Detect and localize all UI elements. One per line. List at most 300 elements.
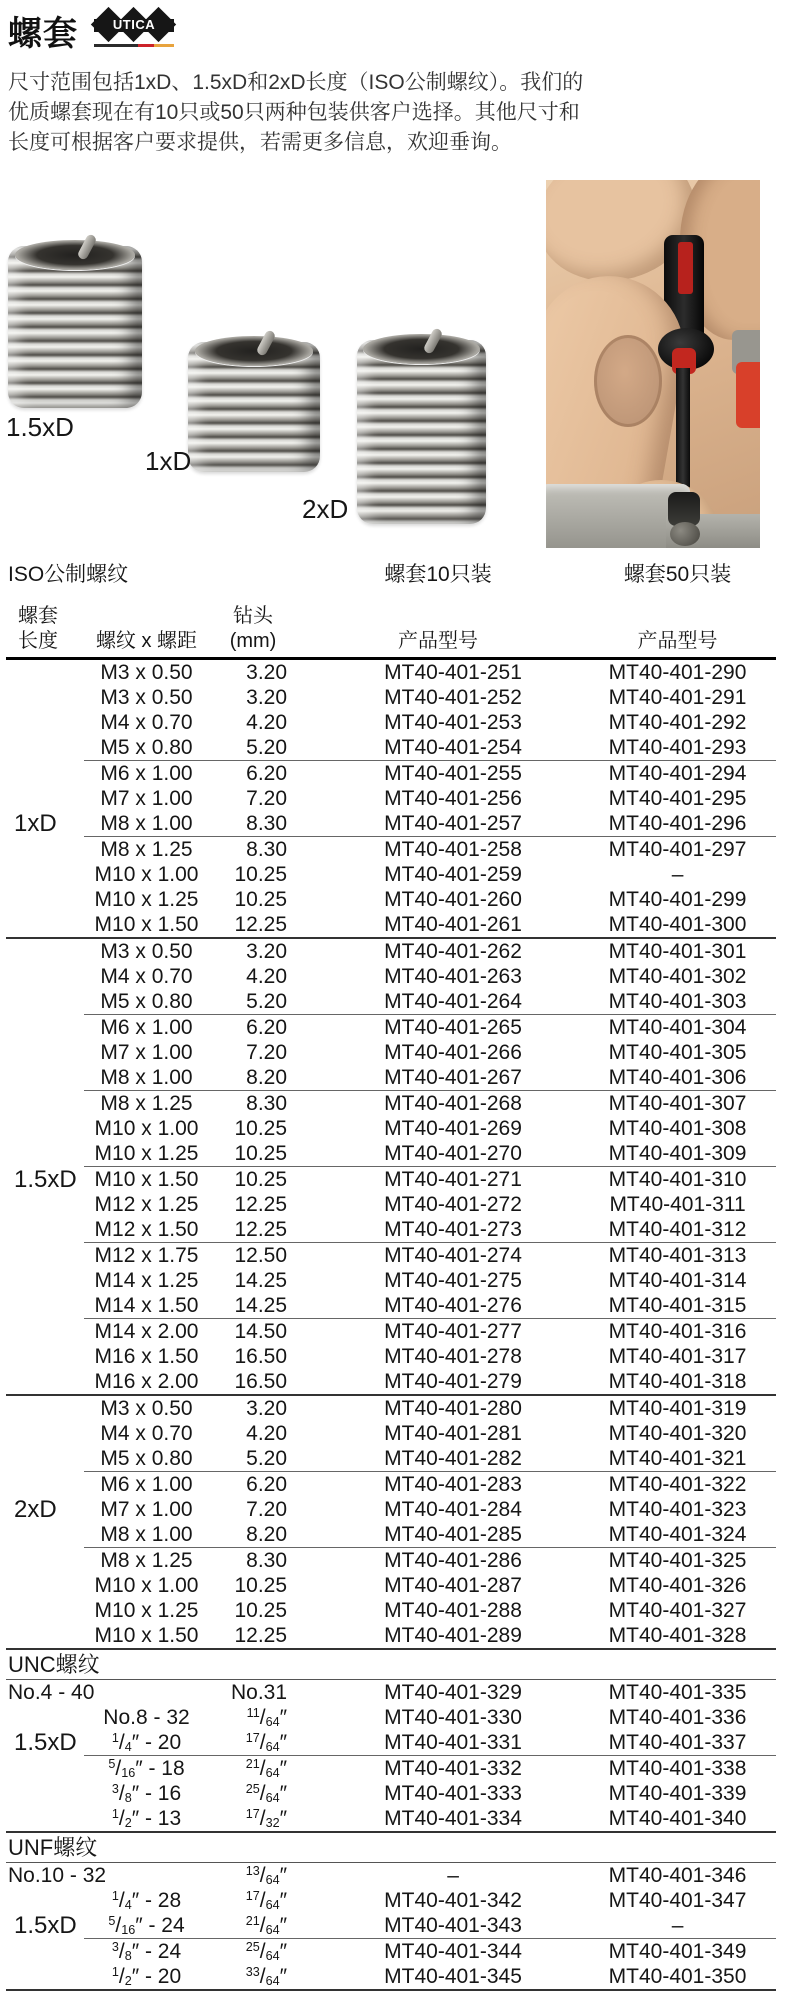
cell-pack10-model: MT40-401-330: [384, 1706, 522, 1729]
table-row: [6, 1863, 776, 1889]
cell-length-label: 1.5xD: [14, 1729, 77, 1757]
cell-pack10-model: MT40-401-286: [297, 1548, 579, 1574]
cell-length-label: [6, 1268, 84, 1293]
cell-thread: M10 x 1.50: [94, 913, 199, 936]
cell-length-label: [6, 938, 84, 964]
table-row: [6, 1015, 776, 1041]
cell-length-label: [6, 1141, 84, 1167]
cell-pack50-model: MT40-401-320: [608, 1422, 747, 1445]
product-table: [6, 558, 776, 1991]
table-row: [6, 1421, 776, 1446]
cell-pack10-model: MT40-401-282: [384, 1447, 522, 1470]
group-header-pack50: 螺套50只装: [623, 563, 732, 586]
cell-drill: 10.25: [234, 863, 288, 886]
cell-pack10-model: MT40-401-260: [384, 888, 522, 911]
table-row: [6, 1293, 776, 1319]
cell-drill: $^{25}/_{64}''$: [245, 1782, 288, 1805]
cell-pack50-model: MT40-401-303: [608, 990, 747, 1013]
table-row: [6, 1167, 776, 1193]
column-header-drill-line1: 钻头: [233, 605, 274, 627]
cell-pack50-model: MT40-401-292: [608, 711, 747, 734]
cell-thread: M6 x 1.00: [84, 1472, 209, 1498]
cell-length-label: [6, 1964, 84, 1990]
table-row: [6, 1344, 776, 1369]
cell-pack50-model: MT40-401-319: [579, 1395, 776, 1421]
cell-length-label: 1.5xD: [14, 1165, 77, 1193]
cell-length-label: [6, 1319, 84, 1345]
cell-drill: 10.25: [234, 1599, 288, 1622]
cell-length-label: [6, 1781, 84, 1806]
cell-drill: $^{17}/_{32}''$: [245, 1807, 288, 1830]
cell-drill: No.31: [230, 1681, 288, 1704]
cell-pack10-model: MT40-401-332: [297, 1756, 579, 1782]
cell-drill: 4.20: [246, 711, 288, 734]
cell-thread: M8 x 1.00: [100, 1523, 193, 1546]
cell-length-label: 1.5xD: [14, 1912, 77, 1940]
cell-pack50-model: MT40-401-293: [608, 736, 747, 759]
table-row: [6, 1888, 776, 1913]
table-row: [6, 735, 776, 761]
cell-pack10-model: MT40-401-329: [384, 1681, 522, 1704]
cell-drill: 6.20: [209, 1015, 297, 1041]
cell-drill: 8.30: [209, 1548, 297, 1574]
cell-length-label: [6, 912, 84, 938]
cell-length-label: [6, 837, 84, 863]
cell-pack50-model: MT40-401-337: [608, 1731, 747, 1754]
cell-length-label: [6, 1939, 84, 1965]
cell-drill: 8.20: [246, 1523, 288, 1546]
cell-pack10-model: MT40-401-280: [297, 1395, 579, 1421]
cell-pack50-model: MT40-401-308: [608, 1117, 747, 1140]
insert-photo-1.5xD: [8, 246, 142, 408]
table-row: [6, 1522, 776, 1548]
cell-thread: $^1/_2'' - 13$: [111, 1807, 182, 1830]
cell-pack10-model: MT40-401-268: [297, 1091, 579, 1117]
cell-drill: 12.25: [234, 1624, 288, 1647]
table-row: [6, 1598, 776, 1623]
cell-length-label: [6, 989, 84, 1015]
cell-pack10-model: MT40-401-274: [297, 1243, 579, 1269]
cell-pack50-model: MT40-401-307: [579, 1091, 776, 1117]
table-row: [6, 710, 776, 735]
table-row: [6, 1116, 776, 1141]
cell-pack50-model: MT40-401-314: [608, 1269, 747, 1292]
table-row: [6, 1756, 776, 1782]
cell-pack50-model: MT40-401-310: [579, 1167, 776, 1193]
cell-thread: M3 x 0.50: [100, 661, 193, 684]
cell-pack10-model: MT40-401-276: [384, 1294, 522, 1317]
table-row: [6, 761, 776, 787]
cell-pack50-model: MT40-401-299: [608, 888, 747, 911]
cell-pack10-model: MT40-401-271: [297, 1167, 579, 1193]
column-header-pack10: 产品型号: [297, 604, 579, 659]
cell-pack10-model: MT40-401-343: [384, 1914, 522, 1937]
cell-thread: $^1/_4'' - 28$: [111, 1889, 182, 1912]
cell-thread: M5 x 0.80: [100, 990, 193, 1013]
cell-length-label: [6, 1217, 84, 1243]
cell-drill: 8.30: [209, 837, 297, 863]
cell-length-label: [6, 1623, 84, 1649]
thread-standard-subheader: UNF螺纹: [6, 1832, 776, 1863]
logo-brand-text: UTICA: [112, 17, 156, 32]
cell-length-label: [6, 1472, 84, 1498]
cell-thread: M4 x 0.70: [100, 1422, 193, 1445]
cell-thread: No.10 - 32: [8, 1864, 107, 1887]
cell-pack50-model: MT40-401-339: [608, 1782, 747, 1805]
cell-pack50-model: MT40-401-300: [608, 913, 747, 936]
cell-pack10-model: MT40-401-333: [384, 1782, 522, 1805]
table-row: [6, 862, 776, 887]
installation-photo: [546, 180, 760, 548]
cell-length-label: [6, 887, 84, 912]
cell-pack50-model: MT40-401-349: [579, 1939, 776, 1965]
cell-length-label: [6, 964, 84, 989]
cell-pack10-model: –: [447, 1864, 459, 1887]
table-row: [6, 1040, 776, 1065]
cell-pack10-model: MT40-401-289: [384, 1624, 522, 1647]
cell-length-label: [6, 1065, 84, 1091]
column-header-thread: 螺纹 x 螺距: [84, 604, 209, 659]
cell-pack50-model: MT40-401-350: [608, 1965, 747, 1988]
cell-pack50-model: MT40-401-313: [579, 1243, 776, 1269]
cell-drill: 4.20: [246, 965, 288, 988]
group-header-iso: ISO公制螺纹: [8, 563, 129, 586]
cell-drill: $^{17}/_{64}''$: [245, 1889, 288, 1912]
cell-pack10-model: MT40-401-251: [384, 661, 522, 684]
cell-drill: 16.50: [234, 1345, 288, 1368]
insert-tool-shaft: [676, 368, 690, 498]
cell-thread: M16 x 1.50: [94, 1345, 199, 1368]
cell-drill: $^{17}/_{64}''$: [245, 1731, 288, 1754]
logo-underline: [94, 44, 174, 47]
cell-pack10-model: MT40-401-262: [297, 938, 579, 964]
cell-pack50-model: –: [671, 863, 684, 886]
cell-pack50-model: MT40-401-318: [608, 1370, 747, 1393]
cell-thread: M3 x 0.50: [84, 1395, 209, 1421]
cell-pack10-model: MT40-401-255: [297, 761, 579, 787]
table-row: [6, 1730, 776, 1756]
cell-pack10-model: MT40-401-273: [384, 1218, 522, 1241]
cell-drill: $^{25}/_{64}''$: [209, 1939, 297, 1965]
spec-table-body: [6, 659, 776, 1991]
cell-drill: 10.25: [234, 888, 288, 911]
cell-pack50-model: MT40-401-291: [608, 686, 747, 709]
cell-pack50-model: MT40-401-304: [579, 1015, 776, 1041]
cell-thread: M7 x 1.00: [100, 1498, 193, 1521]
table-row: [6, 1913, 776, 1939]
table-row: [6, 1217, 776, 1243]
cell-drill: 4.20: [246, 1422, 288, 1445]
cell-thread: M16 x 2.00: [94, 1370, 199, 1393]
cell-thread: M3 x 0.50: [84, 938, 209, 964]
cell-length-label: [6, 1548, 84, 1574]
intro-line: 优质螺套现在有10只或50只两种包装供客户选择。其他尺寸和: [8, 101, 580, 124]
fingernail: [594, 335, 662, 427]
page-header: [0, 0, 800, 54]
cell-length-label: [6, 786, 84, 811]
cell-pack10-model: MT40-401-259: [384, 863, 522, 886]
cell-pack50-model: MT40-401-336: [608, 1706, 747, 1729]
cell-pack10-model: MT40-401-272: [384, 1193, 522, 1216]
cell-drill: 12.25: [234, 913, 288, 936]
cell-length-label: [6, 1243, 84, 1269]
cell-thread: M10 x 1.50: [84, 1167, 209, 1193]
table-row: [6, 1680, 776, 1706]
cell-pack10-model: MT40-401-269: [384, 1117, 522, 1140]
table-row: [6, 1192, 776, 1217]
table-row: [6, 837, 776, 863]
cell-pack10-model: MT40-401-270: [384, 1142, 522, 1165]
underline-amber: [154, 44, 174, 47]
cell-thread: M14 x 1.50: [94, 1294, 199, 1317]
table-row: [6, 659, 776, 686]
column-header-length-line2: 长度: [18, 630, 58, 652]
cell-thread: No.8 - 32: [103, 1706, 190, 1729]
cell-pack10-model: MT40-401-288: [384, 1599, 522, 1622]
cell-thread: $^3/_8'' - 24$: [84, 1939, 209, 1965]
cell-thread: M8 x 1.00: [100, 812, 193, 835]
cell-length-label: [6, 1015, 84, 1041]
column-header-length: [6, 604, 84, 659]
cell-pack50-model: MT40-401-306: [608, 1066, 747, 1089]
cell-drill: 3.20: [246, 661, 288, 684]
cell-pack50-model: MT40-401-328: [608, 1624, 747, 1647]
cell-drill: 6.20: [209, 761, 297, 787]
cell-length-label: [6, 735, 84, 761]
cell-drill: 10.25: [234, 1142, 288, 1165]
cell-pack50-model: MT40-401-312: [608, 1218, 747, 1241]
cell-thread: M10 x 1.25: [94, 1599, 199, 1622]
cell-length-label: [6, 1522, 84, 1548]
cell-pack10-model: MT40-401-263: [384, 965, 522, 988]
cell-pack50-model: MT40-401-326: [608, 1574, 747, 1597]
cell-pack50-model: MT40-401-347: [608, 1889, 747, 1912]
cell-thread: $^3/_8'' - 16$: [111, 1782, 182, 1805]
cell-pack50-model: MT40-401-346: [608, 1864, 747, 1887]
table-row: [6, 1268, 776, 1293]
cell-drill: 5.20: [246, 1447, 288, 1470]
cell-pack50-model: MT40-401-317: [608, 1345, 747, 1368]
cell-thread: M12 x 1.75: [84, 1243, 209, 1269]
cell-pack50-model: MT40-401-311: [609, 1193, 746, 1216]
cell-thread: M10 x 1.00: [94, 863, 199, 886]
table-row: [6, 1141, 776, 1167]
table-row: [6, 1472, 776, 1498]
cell-pack50-model: MT40-401-305: [608, 1041, 747, 1064]
utica-logo: [94, 10, 178, 50]
cell-drill: 3.20: [209, 1395, 297, 1421]
cell-length-label: [6, 1888, 84, 1913]
cell-drill: 12.50: [209, 1243, 297, 1269]
table-row: [6, 1806, 776, 1832]
cell-length-label: [6, 710, 84, 735]
table-row: [6, 1395, 776, 1421]
cell-pack10-model: MT40-401-258: [297, 837, 579, 863]
cell-pack50-model: MT40-401-315: [608, 1294, 747, 1317]
table-row: [6, 811, 776, 837]
cell-length-label: [6, 862, 84, 887]
cell-drill: 10.25: [209, 1167, 297, 1193]
table-row: [6, 1243, 776, 1269]
cell-pack50-model: MT40-401-297: [579, 837, 776, 863]
cell-pack10-model: MT40-401-285: [384, 1523, 522, 1546]
cell-pack50-model: MT40-401-325: [579, 1548, 776, 1574]
cell-thread: M7 x 1.00: [100, 787, 193, 810]
cell-drill: 5.20: [246, 736, 288, 759]
column-header-length-line1: 螺套: [18, 605, 58, 627]
cell-pack10-model: MT40-401-284: [384, 1498, 522, 1521]
table-row: [6, 964, 776, 989]
table-row: [6, 989, 776, 1015]
cell-length-label: [6, 1705, 84, 1730]
cell-pack10-model: MT40-401-264: [384, 990, 522, 1013]
table-row: [6, 1369, 776, 1395]
insert-label-1xD: 1xD: [145, 446, 192, 476]
cell-pack10-model: MT40-401-266: [384, 1041, 522, 1064]
column-header-drill-line2: (mm): [229, 630, 277, 652]
cell-length-label: 2xD: [14, 1496, 57, 1523]
cell-drill: 8.30: [246, 812, 288, 835]
cell-length-label: [6, 1395, 84, 1421]
insert-label-2xD: 2xD: [302, 494, 349, 524]
cell-drill: 7.20: [246, 1041, 288, 1064]
insert-photo-1xD: [188, 342, 320, 472]
underline-dark: [94, 44, 138, 47]
cell-thread: M5 x 0.80: [100, 736, 193, 759]
thread-standard-subheader-row: [6, 1832, 776, 1863]
cell-pack50-model: MT40-401-335: [608, 1681, 747, 1704]
cell-pack10-model: MT40-401-252: [384, 686, 522, 709]
insert-tool-red-band: [678, 242, 693, 294]
cell-drill: 3.20: [209, 938, 297, 964]
cell-pack10-model: MT40-401-287: [384, 1574, 522, 1597]
cell-pack50-model: MT40-401-327: [608, 1599, 747, 1622]
cell-drill: 10.25: [234, 1574, 288, 1597]
table-row: [6, 1964, 776, 1990]
table-row: [6, 1623, 776, 1649]
cell-thread: M10 x 1.00: [94, 1574, 199, 1597]
cell-length-label: [6, 1192, 84, 1217]
cell-drill: 16.50: [234, 1370, 288, 1393]
table-column-header: [6, 604, 776, 659]
cell-pack50-model: MT40-401-309: [608, 1142, 747, 1165]
cell-thread: $^5/_{16}'' - 24$: [108, 1914, 185, 1937]
cell-pack10-model: MT40-401-277: [297, 1319, 579, 1345]
cell-drill: 12.25: [234, 1193, 288, 1216]
cell-thread: M6 x 1.00: [84, 1015, 209, 1041]
insert-tool-tip: [670, 522, 700, 546]
cell-drill: $^{13}/_{64}''$: [245, 1864, 288, 1887]
cell-pack50-model: MT40-401-321: [608, 1447, 747, 1470]
cell-thread: $^1/_2'' - 20$: [111, 1965, 182, 1988]
cell-pack10-model: MT40-401-253: [384, 711, 522, 734]
cell-thread: M8 x 1.25: [84, 837, 209, 863]
cell-pack50-model: –: [671, 1914, 684, 1937]
table-row: [6, 1573, 776, 1598]
table-row: [6, 1446, 776, 1472]
cell-drill: 12.25: [234, 1218, 288, 1241]
table-row: [6, 1065, 776, 1091]
cell-thread: M4 x 0.70: [100, 965, 193, 988]
cell-length-label: [6, 1598, 84, 1623]
cell-thread: M4 x 0.70: [100, 711, 193, 734]
cell-pack10-model: MT40-401-345: [384, 1965, 522, 1988]
cell-thread: M6 x 1.00: [84, 761, 209, 787]
cell-drill: 7.20: [246, 787, 288, 810]
cell-thread: M3 x 0.50: [100, 686, 193, 709]
cell-drill: 14.50: [209, 1319, 297, 1345]
cell-drill: 7.20: [246, 1498, 288, 1521]
cell-pack10-model: MT40-401-257: [384, 812, 522, 835]
cell-length-label: [6, 1116, 84, 1141]
cell-thread: M12 x 1.50: [94, 1218, 199, 1241]
table-row: [6, 1548, 776, 1574]
intro-line: 尺寸范围包括1xD、1.5xD和2xD长度（ISO公制螺纹）。我们的: [8, 71, 584, 94]
cell-pack10-model: MT40-401-275: [384, 1269, 522, 1292]
cell-length-label: [6, 1344, 84, 1369]
cell-pack50-model: MT40-401-322: [579, 1472, 776, 1498]
cell-length-label: [6, 1421, 84, 1446]
cell-thread: $^5/_{16}'' - 18$: [84, 1756, 209, 1782]
cell-drill: $^{21}/_{64}''$: [245, 1914, 288, 1937]
cell-pack10-model: MT40-401-344: [297, 1939, 579, 1965]
thread-standard-subheader: UNC螺纹: [6, 1649, 776, 1680]
table-row: [6, 938, 776, 964]
cell-thread: M14 x 1.25: [94, 1269, 199, 1292]
cell-pack50-model: MT40-401-302: [608, 965, 747, 988]
cell-pack50-model: MT40-401-338: [579, 1756, 776, 1782]
table-row: [6, 786, 776, 811]
cell-pack10-model: MT40-401-254: [384, 736, 522, 759]
table-row: [6, 1319, 776, 1345]
cell-drill: $^{11}/_{64}''$: [246, 1706, 288, 1729]
cell-thread: M10 x 1.50: [94, 1624, 199, 1647]
cell-pack10-model: MT40-401-261: [384, 913, 522, 936]
cell-thread: M8 x 1.25: [84, 1091, 209, 1117]
page-title: 螺套: [8, 14, 78, 53]
insert-tool-tip: [668, 492, 700, 526]
cell-pack10-model: MT40-401-334: [384, 1807, 522, 1830]
cell-length-label: [6, 1806, 84, 1832]
cell-pack50-model: MT40-401-316: [579, 1319, 776, 1345]
cell-pack10-model: MT40-401-331: [384, 1731, 522, 1754]
intro-paragraph: [8, 68, 800, 158]
cell-pack50-model: MT40-401-340: [608, 1807, 747, 1830]
cell-pack50-model: MT40-401-323: [608, 1498, 747, 1521]
column-header-pack50: 产品型号: [579, 604, 776, 659]
red-tray: [736, 362, 760, 428]
cell-drill: $^{21}/_{64}''$: [209, 1756, 297, 1782]
cell-length-label: [6, 1573, 84, 1598]
cell-pack50-model: MT40-401-290: [608, 661, 747, 684]
cell-pack10-model: MT40-401-265: [297, 1015, 579, 1041]
table-row: [6, 1497, 776, 1522]
cell-drill: 8.30: [209, 1091, 297, 1117]
cell-drill: 6.20: [209, 1472, 297, 1498]
cell-thread: M5 x 0.80: [100, 1447, 193, 1470]
cell-drill: 3.20: [246, 686, 288, 709]
cell-length-label: [6, 1293, 84, 1319]
table-group-header: [6, 558, 776, 604]
cell-pack10-model: MT40-401-281: [384, 1422, 522, 1445]
cell-drill: 8.20: [246, 1066, 288, 1089]
cell-length-label: [6, 659, 84, 686]
table-row: [6, 685, 776, 710]
cell-pack10-model: MT40-401-342: [384, 1889, 522, 1912]
cell-thread: M10 x 1.25: [94, 888, 199, 911]
cell-length-label: [6, 1369, 84, 1395]
cell-thread: M8 x 1.00: [100, 1066, 193, 1089]
